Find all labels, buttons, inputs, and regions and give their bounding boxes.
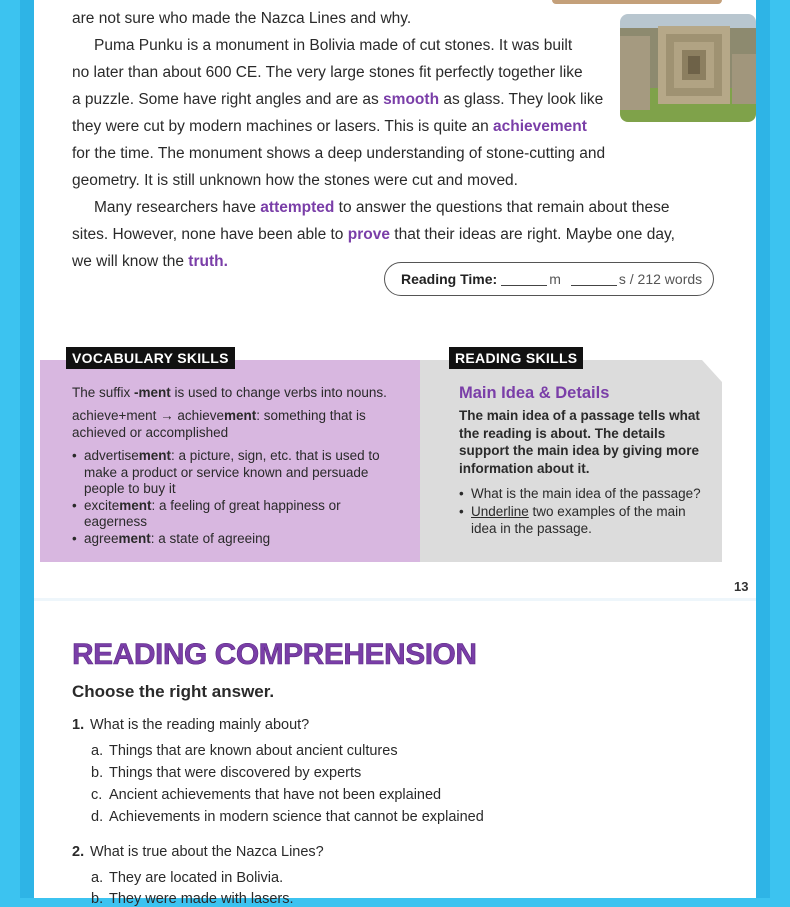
- skills-list: [459, 485, 714, 538]
- seconds-words: s / 212 words: [618, 271, 703, 287]
- reading-time-label: Reading Time:: [401, 271, 498, 287]
- book-page: [34, 0, 756, 907]
- keyword-smooth: smooth: [383, 91, 440, 108]
- vocabulary-skills-tag: VOCABULARY SKILLS: [66, 347, 235, 369]
- keyword-prove: prove: [347, 226, 390, 243]
- comprehension-instruction: Choose the right answer.: [72, 682, 275, 701]
- passage-line: sites. However, none have been able to prove that their ideas are right. Maybe one day,: [72, 226, 675, 243]
- skills-item: • Underline two examples of the main idea in the passage.: [459, 503, 714, 538]
- passage-line: no later than about 600 CE. The very large stones fit perfectly together like: [72, 64, 583, 81]
- minutes-unit: m: [549, 271, 561, 287]
- answer-option[interactable]: a. They are located in Bolivia.: [91, 870, 284, 886]
- answer-option[interactable]: a. Things that are known about ancient cultures: [91, 743, 398, 759]
- passage-line: are not sure who made the Nazca Lines and why.: [72, 10, 412, 27]
- vocab-intro: The suffix -ment is used to change verbs into nouns.: [72, 385, 387, 400]
- question-2: 2. What is true about the Nazca Lines?: [72, 844, 324, 860]
- frame-left-edge: [20, 0, 34, 898]
- photo-nazca-lines: [552, 0, 722, 4]
- vocab-example: achieve+ment → achievement: something that is achieved or accomplished: [72, 408, 366, 440]
- reading-skills-tag: READING SKILLS: [449, 347, 583, 369]
- passage-line: Many researchers have attempted to answer the questions that remain about these: [94, 199, 670, 216]
- reading-comprehension-title: READING COMPREHENSION: [72, 638, 477, 671]
- passage-line: we will know the truth.: [72, 253, 228, 270]
- vocab-list: [72, 448, 392, 547]
- page-number: 13: [734, 579, 749, 594]
- question-1: 1. What is the reading mainly about?: [72, 717, 310, 733]
- seconds-blank[interactable]: [571, 273, 617, 286]
- puma-punku-stone-image: [620, 14, 756, 122]
- answer-option[interactable]: b. They were made with lasers.: [91, 891, 294, 907]
- answer-option[interactable]: b. Things that were discovered by experts: [91, 765, 362, 781]
- answer-option[interactable]: d. Achievements in modern science that cannot be explained: [91, 809, 484, 825]
- passage-line: they were cut by modern machines or lasers. This is quite an achievement: [72, 118, 587, 135]
- vocab-item: • agreement: a state of agreeing: [72, 531, 392, 548]
- passage-line: for the time. The monument shows a deep understanding of stone-cutting and: [72, 145, 606, 162]
- vocab-item: • advertisement: a picture, sign, etc. that is used to make a product or service known and persuade people to buy it: [72, 448, 392, 498]
- skills-title: Main Idea & Details: [459, 384, 610, 402]
- passage-line: Puma Punku is a monument in Bolivia made of cut stones. It was built: [94, 37, 573, 54]
- minutes-blank[interactable]: [501, 273, 547, 286]
- answer-option[interactable]: c. Ancient achievements that have not been explained: [91, 787, 442, 803]
- skills-description: The main idea of a passage tells what the reading is about. The details support the main idea by giving more information about it.: [459, 408, 700, 476]
- skills-item: • What is the main idea of the passage?: [459, 485, 714, 503]
- page-divider: [34, 598, 756, 601]
- keyword-truth: truth: [188, 253, 224, 270]
- vocab-item: • excitement: a feeling of great happiness or eagerness: [72, 498, 392, 531]
- keyword-achievement: achievement: [493, 118, 587, 135]
- passage-line: geometry. It is still unknown how the stones were cut and moved.: [72, 172, 518, 189]
- frame-right-edge: [756, 0, 770, 898]
- keyword-attempted: attempted: [260, 199, 335, 216]
- passage-line: a puzzle. Some have right angles and are as smooth as glass. They look like: [72, 91, 604, 108]
- reading-time-box: [384, 262, 714, 296]
- photo-puma-punku: [620, 14, 756, 122]
